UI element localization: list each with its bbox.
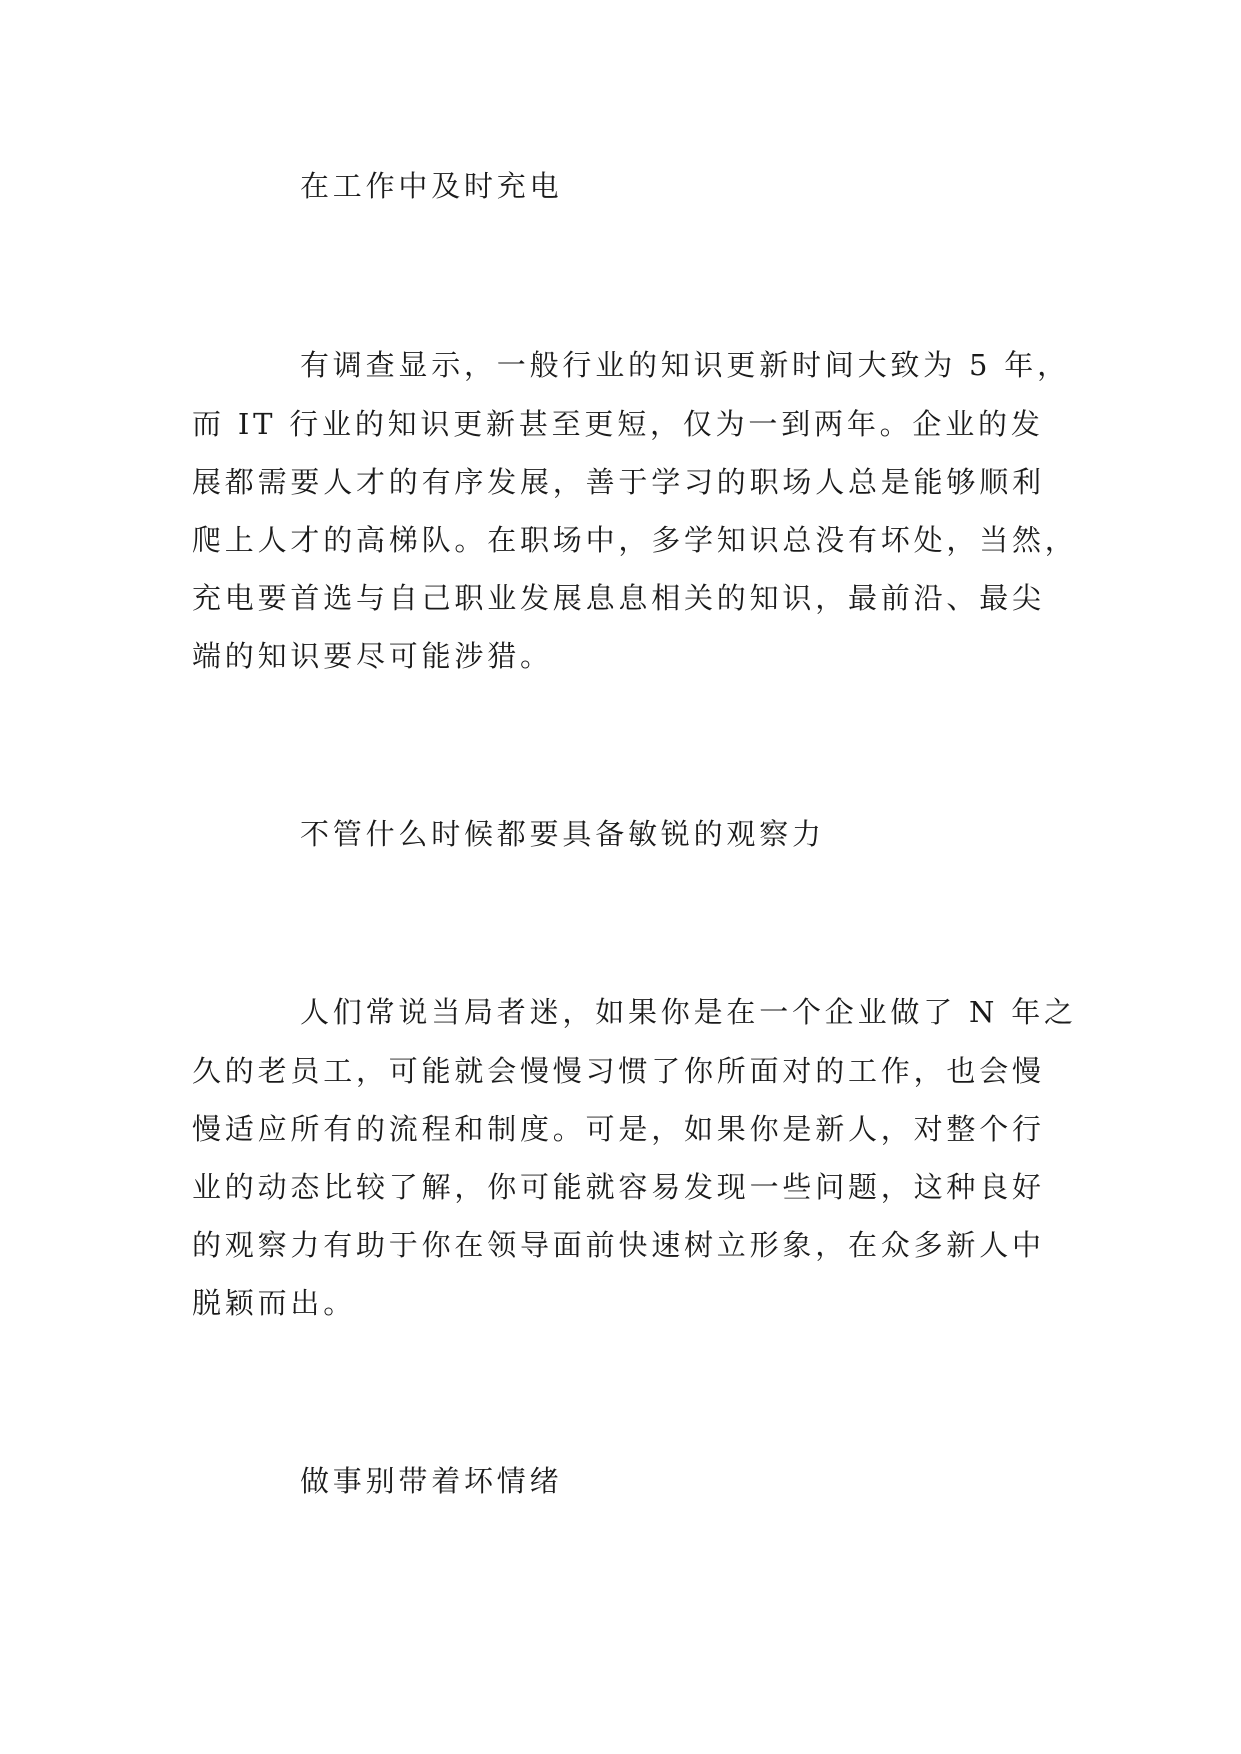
paragraph-line: 展都需要人才的有序发展，善于学习的职场人总是能够顺利 [192, 465, 1045, 499]
section-heading: 不管什么时候都要具备敏锐的观察力 [300, 817, 825, 851]
paragraph-line: 久的老员工，可能就会慢慢习惯了你所面对的工作，也会慢 [192, 1054, 1045, 1088]
paragraph-line: 而 IT 行业的知识更新甚至更短，仅为一到两年。企业的发 [192, 407, 1044, 441]
paragraph-line: 端的知识要尽可能涉猎。 [192, 639, 553, 673]
paragraph-line: 充电要首选与自己职业发展息息相关的知识，最前沿、最尖 [192, 581, 1045, 615]
paragraph-line: 业的动态比较了解，你可能就容易发现一些问题，这种良好 [192, 1170, 1045, 1204]
paragraph-line: 有调查显示，一般行业的知识更新时间大致为 5 年， [300, 348, 1070, 382]
paragraph-line: 爬上人才的高梯队。在职场中，多学知识总没有坏处，当然， [192, 523, 1078, 557]
paragraph-line: 的观察力有助于你在领导面前快速树立形象，在众多新人中 [192, 1228, 1045, 1262]
paragraph-line: 人们常说当局者迷，如果你是在一个企业做了 N 年之 [300, 995, 1077, 1029]
section-heading: 做事别带着坏情绪 [300, 1464, 563, 1498]
section-heading: 在工作中及时充电 [300, 169, 563, 203]
paragraph-line: 慢适应所有的流程和制度。可是，如果你是新人，对整个行 [192, 1112, 1045, 1146]
paragraph-line: 脱颖而出。 [192, 1286, 357, 1320]
